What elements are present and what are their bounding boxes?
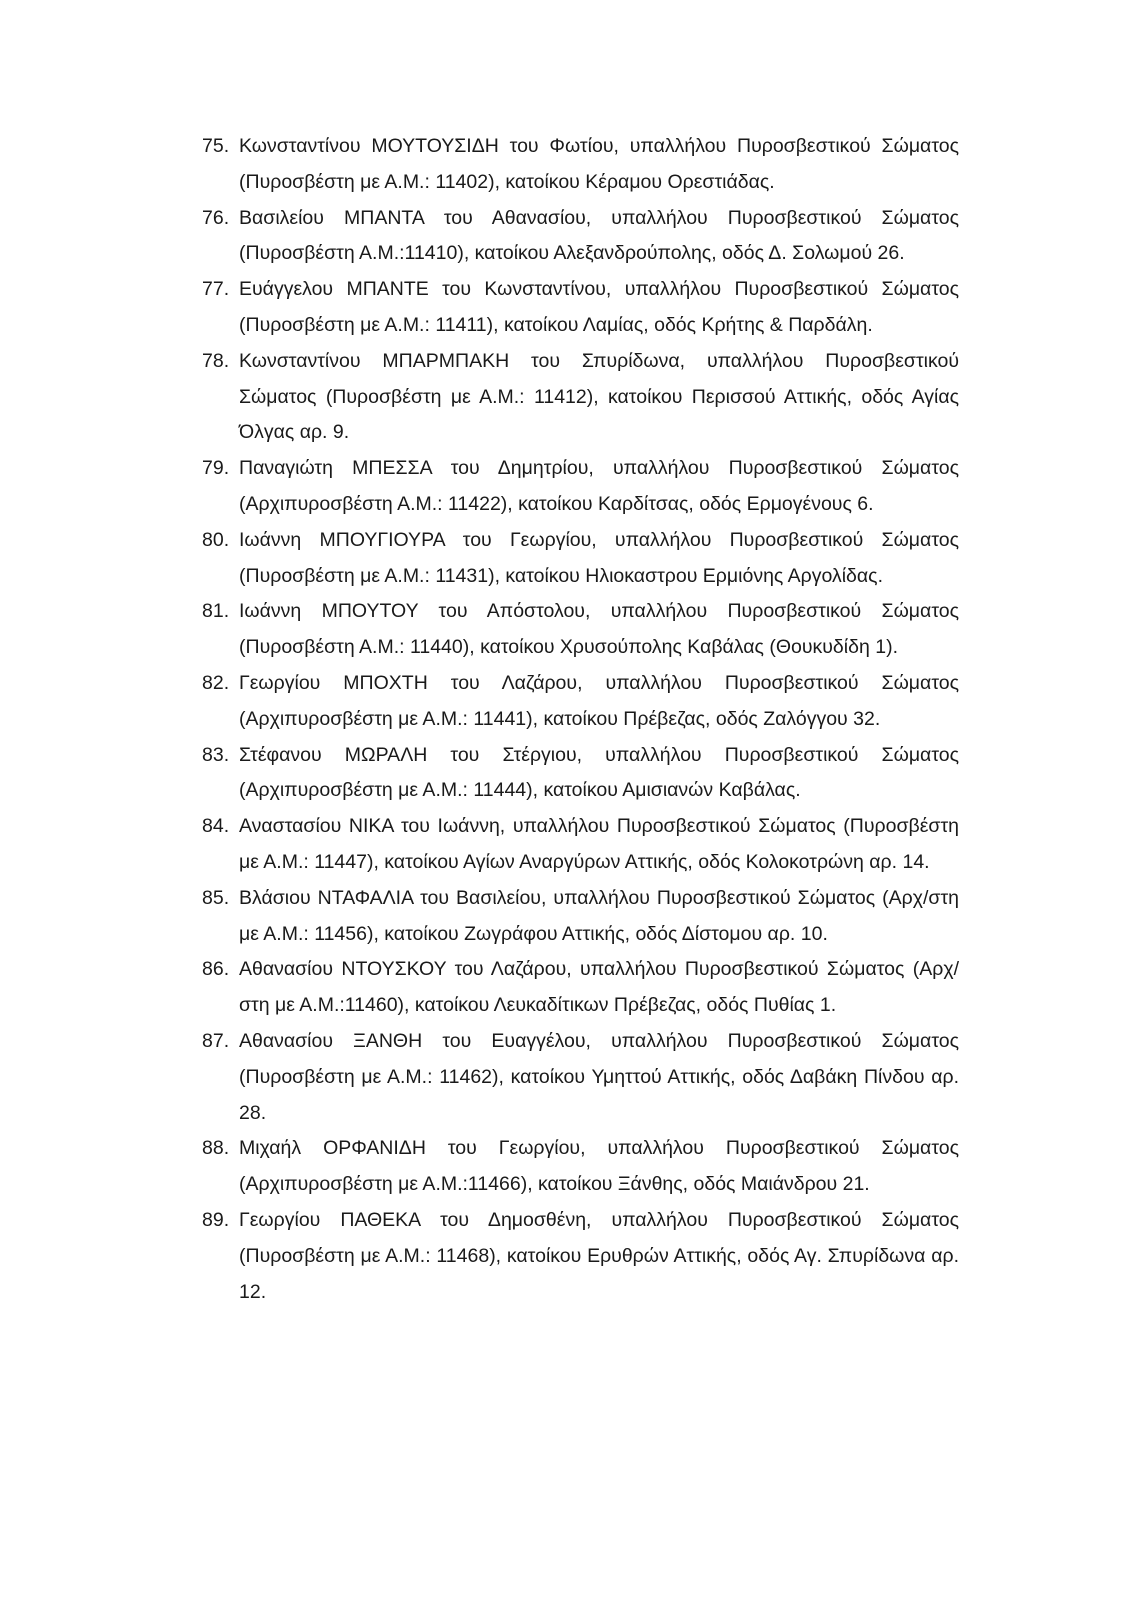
list-item (202, 129, 959, 201)
list-item (202, 272, 959, 344)
item-number: 83. (202, 743, 230, 766)
list-item (202, 809, 959, 881)
item-number: 79. (202, 457, 230, 480)
list-item (202, 952, 959, 1024)
item-text: Βλάσιου ΝΤΑΦΑΛΙΑ του Βασιλείου, υπαλλήλου Πυροσβεστικού Σώματος (Αρχ/στη με Α.Μ.: 11456), κατοίκου Ζωγράφου Αττικής, οδός Δίστομου αρ. 10. (239, 886, 959, 945)
item-text: Στέφανου ΜΩΡΑΛΗ του Στέργιου, υπαλλήλου Πυροσβεστικού Σώματος (Αρχιπυροσβέστη με Α.Μ.: 11444), κατοίκου Αμισιανών Καβάλας. (239, 743, 959, 802)
list-item (202, 738, 959, 810)
item-text: Γεωργίου ΠΑΘΕΚΑ του Δημοσθένη, υπαλλήλου Πυροσβεστικού Σώματος (Πυροσβέστη με Α.Μ.: 11468), κατοίκου Ερυθρών Αττικής, οδός Αγ. Σπυρίδωνα αρ. 12. (239, 1208, 959, 1303)
item-number: 87. (202, 1029, 230, 1052)
list-item (202, 881, 959, 953)
item-text: Παναγιώτη ΜΠΕΣΣΑ του Δημητρίου, υπαλλήλου Πυροσβεστικού Σώματος (Αρχιπυροσβέστη Α.Μ.: 11422), κατοίκου Καρδίτσας, οδός Ερμογένους 6. (239, 457, 959, 515)
list-item (202, 1131, 959, 1203)
item-number: 89. (202, 1208, 230, 1231)
item-number: 80. (202, 528, 230, 551)
item-text: Ιωάννη ΜΠΟΥΤΟΥ του Απόστολου, υπαλλήλου Πυροσβεστικού Σώματος (Πυροσβέστη Α.Μ.: 11440), κατοίκου Χρυσούπολης Καβάλας (Θουκυδίδη 1). (239, 600, 959, 659)
item-text: Αθανασίου ΝΤΟΥΣΚΟΥ του Λαζάρου, υπαλλήλου Πυροσβεστικού Σώματος (Αρχ/στη με Α.Μ.:11460), κατοίκου Λευκαδίτικων Πρέβεζας, οδός Πυθίας 1. (239, 958, 959, 1017)
list-item (202, 523, 959, 595)
item-text: Γεωργίου ΜΠΟΧΤΗ του Λαζάρου, υπαλλήλου Πυροσβεστικού Σώματος (Αρχιπυροσβέστη με Α.Μ.: 11441), κατοίκου Πρέβεζας, οδός Ζαλόγγου 32. (239, 671, 959, 730)
list-item (202, 201, 959, 273)
item-text: Αναστασίου ΝΙΚΑ του Ιωάννη, υπαλλήλου Πυροσβεστικού Σώματος (Πυροσβέστη με Α.Μ.: 11447), κατοίκου Αγίων Αναργύρων Αττικής, οδός Κολοκοτρώνη αρ. 14. (239, 815, 959, 873)
item-number: 77. (202, 278, 230, 301)
item-number: 84. (202, 815, 230, 838)
item-text: Ευάγγελου ΜΠΑΝΤΕ του Κωνσταντίνου, υπαλλήλου Πυροσβεστικού Σώματος (Πυροσβέστη με Α.Μ.: 11411), κατοίκου Λαμίας, οδός Κρήτης & Παρδάλη. (239, 278, 959, 336)
item-text: Μιχαήλ ΟΡΦΑΝΙΔΗ του Γεωργίου, υπαλλήλου Πυροσβεστικού Σώματος (Αρχιπυροσβέστη με Α.Μ.:11466), κατοίκου Ξάνθης, οδός Μαιάνδρου 21. (239, 1137, 959, 1196)
item-number: 88. (202, 1137, 230, 1160)
list-item (202, 1203, 959, 1310)
list-item (202, 594, 959, 666)
list-item (202, 451, 959, 523)
item-text: Αθανασίου ΞΑΝΘΗ του Ευαγγέλου, υπαλλήλου Πυροσβεστικού Σώματος (Πυροσβέστη με Α.Μ.: 11462), κατοίκου Υμηττού Αττικής, οδός Δαβάκη Πίνδου αρ. 28. (239, 1029, 959, 1124)
item-number: 86. (202, 958, 230, 981)
item-number: 85. (202, 886, 230, 909)
item-number: 82. (202, 671, 230, 694)
list-item (202, 1024, 959, 1131)
numbered-list (202, 129, 959, 1310)
item-number: 75. (202, 135, 230, 157)
list-item (202, 344, 959, 451)
item-text: Κωνσταντίνου ΜΠΑΡΜΠΑΚΗ του Σπυρίδωνα, υπαλλήλου Πυροσβεστικού Σώματος (Πυροσβέστη με Α.Μ.: 11412), κατοίκου Περισσού Αττικής, οδός Αγίας Όλγας αρ. 9. (239, 349, 959, 444)
item-text: Κωνσταντίνου ΜΟΥΤΟΥΣΙΔΗ του Φωτίου, υπαλλήλου Πυροσβεστικού Σώματος (Πυροσβέστη με Α.Μ.: 11402), κατοίκου Κέραμου Ορεστιάδας. (239, 135, 959, 193)
item-number: 76. (202, 206, 230, 229)
item-number: 81. (202, 600, 230, 623)
item-text: Ιωάννη ΜΠΟΥΓΙΟΥΡΑ του Γεωργίου, υπαλλήλου Πυροσβεστικού Σώματος (Πυροσβέστη με Α.Μ.: 11431), κατοίκου Ηλιοκαστρου Ερμιόνης Αργολίδας. (239, 528, 959, 587)
list-item (202, 666, 959, 738)
item-number: 78. (202, 349, 230, 372)
item-text: Βασιλείου ΜΠΑΝΤΑ του Αθανασίου, υπαλλήλου Πυροσβεστικού Σώματος (Πυροσβέστη Α.Μ.:11410), κατοίκου Αλεξανδρούπολης, οδός Δ. Σολωμού 26. (239, 206, 959, 265)
